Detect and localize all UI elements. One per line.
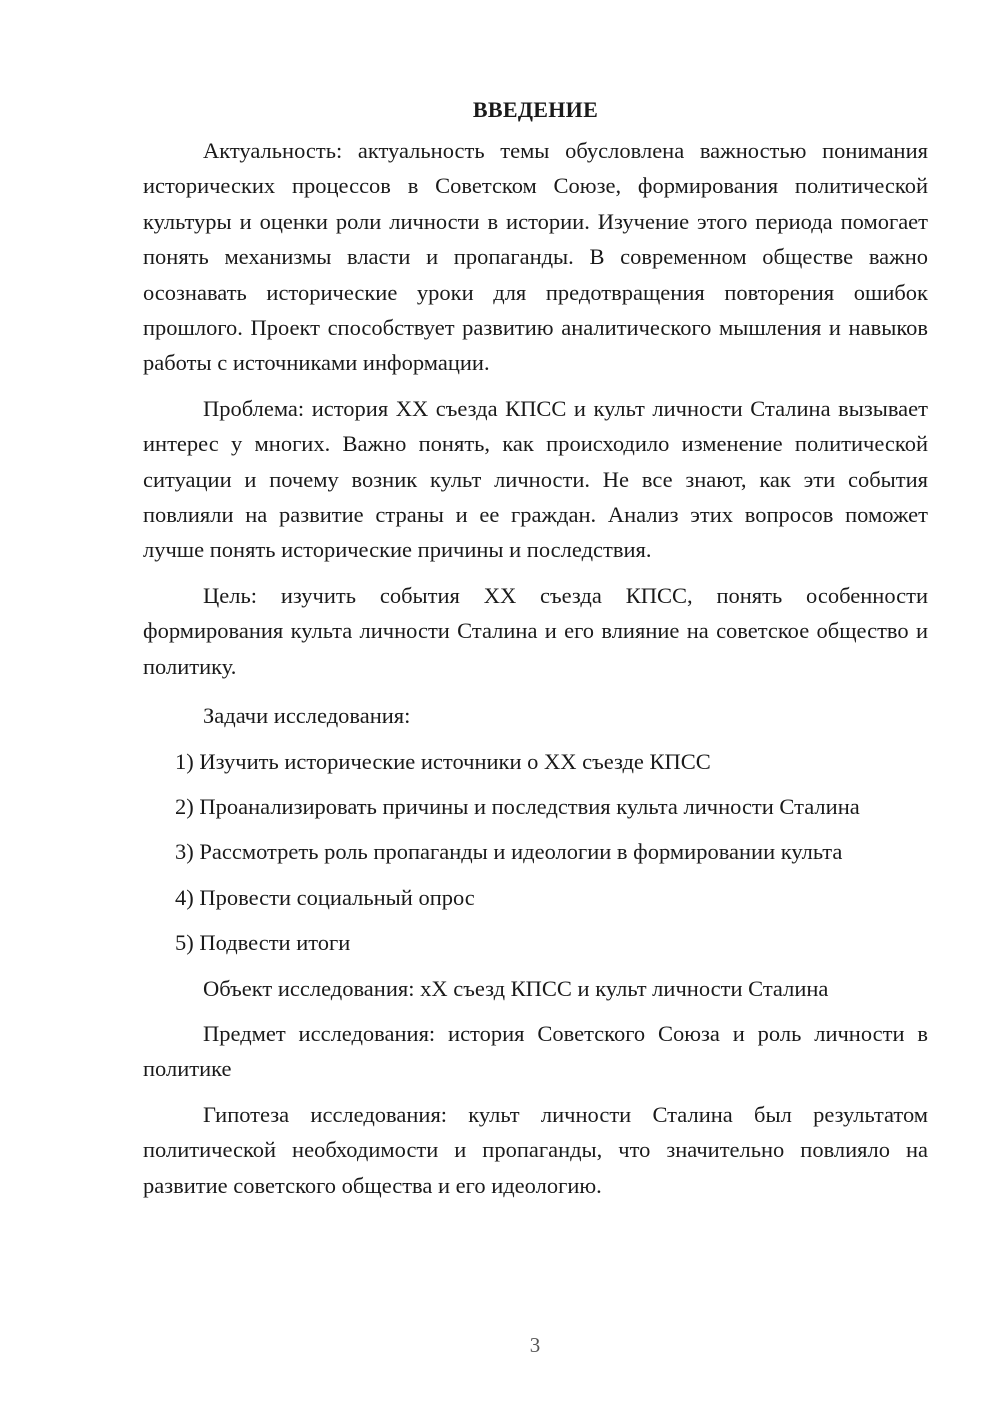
tasks-list (143, 744, 928, 961)
task-item: 4) Провести социальный опрос (175, 884, 475, 910)
document-page (143, 92, 928, 1213)
problem-paragraph: Проблема: история XX съезда КПСС и культ личности Сталина вызывает интерес у многих. Важно понять, как происходило изменение политической ситуации и почему возник культ личности. Не все знают, как эти события повлияли на развитие страны и ее граждан. Анализ этих вопросов поможет лучше понять исторические причины и последствия. (143, 395, 928, 563)
document-title: ВВЕДЕНИЕ (472, 97, 599, 122)
research-object: Объект исследования: xX съезд КПСС и культ личности Сталина (203, 975, 829, 1001)
research-subject: Предмет исследования: история Советского Союза и роль личности в политике (143, 1020, 928, 1082)
goal-paragraph: Цель: изучить события XX съезда КПСС, понять особенности формирования культа личности Сталина и его влияние на советское общество и политику. (143, 582, 928, 679)
task-item: 1) Изучить исторические источники о XX съезде КПСС (175, 748, 711, 774)
research-hypothesis: Гипотеза исследования: культ личности Сталина был результатом политической необходимости и пропаганды, что значительно повлияло на развитие советского общества и его идеологию. (143, 1101, 928, 1198)
task-item: 5) Подвести итоги (175, 930, 351, 956)
page-number: 3 (529, 1333, 541, 1357)
task-item: 2) Проанализировать причины и последствия культа личности Сталина (175, 793, 860, 819)
task-item: 3) Рассмотреть роль пропаганды и идеологии в формировании культа (175, 839, 843, 865)
relevance-paragraph: Актуальность: актуальность темы обусловлена важностью понимания исторических процессов в Советском Союзе, формирования политической культуры и оценки роли личности в истории. Изучение этого периода помогает понять механизмы власти и пропаганды. В современном обществе важно осознавать исторические уроки для предотвращения повторения ошибок прошлого. Проект способствует развитию аналитического мышления и навыков работы с источниками информации. (143, 138, 928, 376)
tasks-heading: Задачи исследования: (203, 703, 411, 729)
